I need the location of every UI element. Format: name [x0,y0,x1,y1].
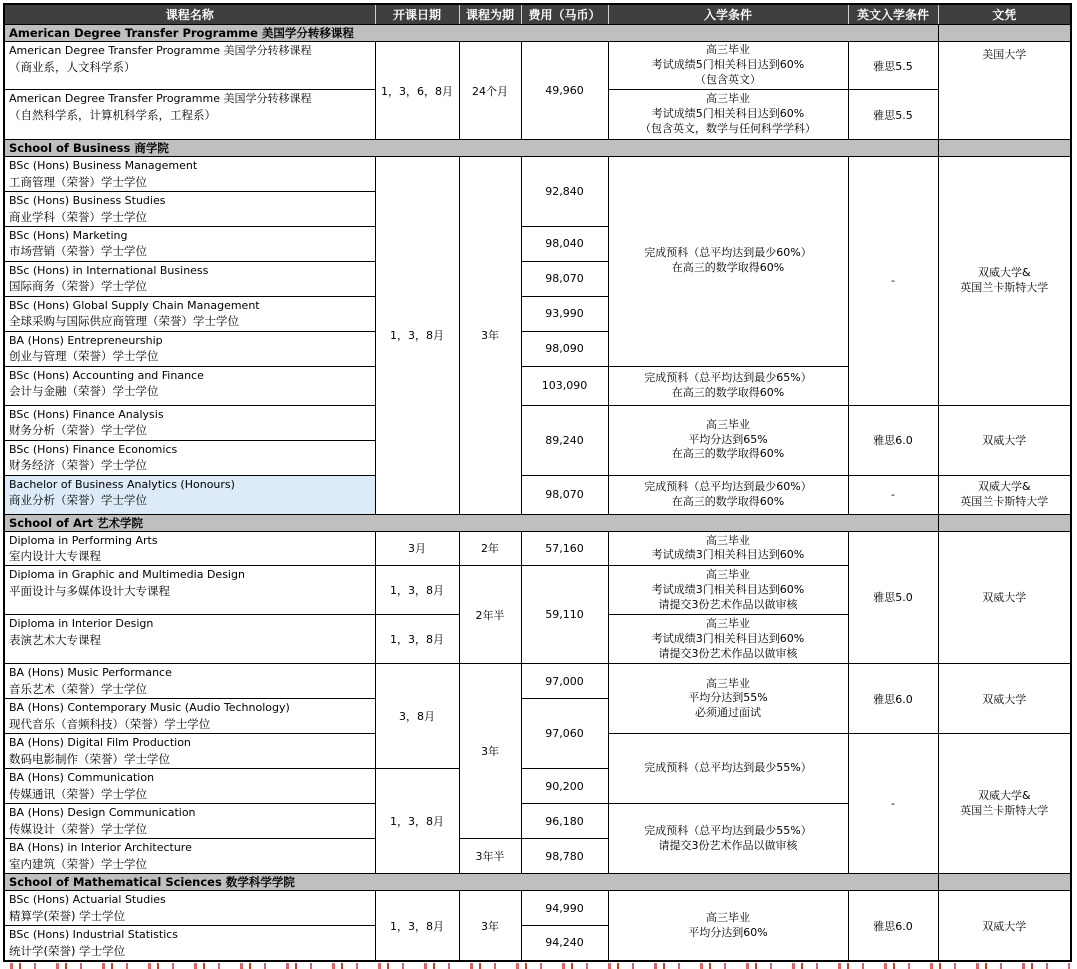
course-name-zh: 音乐艺术（荣誉）学士学位 [9,682,147,697]
entry-requirement-cell [608,475,848,514]
course-name-en: BA (Hons) Communication [9,771,155,785]
course-name-zh: 全球采购与国际供应商管理（荣誉）学士学位 [9,314,239,329]
section-title-math-spacer [938,874,1071,891]
diploma-cell [938,157,1071,406]
duration-cell: 24个月 [459,42,521,140]
course-name-en: American Degree Transfer Programme 美国学分转移课程 [9,92,312,105]
table-row [4,664,1071,699]
table-row [4,531,1071,566]
fee-cell: 98,040 [521,226,608,261]
diploma-cell: 双威大学 [938,531,1071,664]
entry-line: 完成预科（总平均达到最少65%） [644,370,812,384]
start-date-cell: 1，3，8月 [375,157,459,515]
entry-line: 高三毕业 [706,568,750,582]
course-name-zh: 统计学(荣誉) 学士学位 [9,943,126,958]
course-name-zh: 传媒通讯（荣誉）学士学位 [9,786,147,801]
table-row [4,157,1071,192]
table-row-highlighted [4,475,1071,514]
course-name-cell [4,926,375,961]
course-name-zh: 室内设计大专课程 [9,549,101,564]
entry-line: 平均分达到60% [688,925,768,939]
course-name-cell [4,891,375,926]
diploma-cell: 美国大学 [938,42,1071,140]
diploma-line: 英国兰卡斯特大学 [960,280,1049,294]
fee-cell: 89,240 [521,405,608,475]
diploma-line: 双威大学& [977,265,1031,279]
section-title-art-spacer [938,514,1071,531]
entry-line: 考试成绩3门相关科目达到60% [651,583,805,597]
course-name-cell [4,769,375,804]
course-name-cell [4,261,375,296]
start-date-cell: 1，3，8月 [375,769,459,874]
course-name-zh: 商业学科（荣誉）学士学位 [9,209,147,224]
course-name-en: BA (Hons) in Interior Architecture [9,841,192,855]
course-name-en: BSc (Hons) Marketing [9,228,128,242]
entry-line: 平均分达到55% [688,691,768,705]
entry-line: 在高三的数学取得60% [671,261,785,275]
english-requirement-cell: 雅思6.0 [848,664,938,734]
column-header-entry-requirement: 入学条件 [608,4,848,25]
fee-cell: 98,090 [521,331,608,366]
entry-line: 高三毕业 [706,417,750,431]
fee-cell: 94,240 [521,926,608,961]
english-requirement-cell: 雅思5.5 [848,42,938,90]
section-title-business-spacer [938,140,1071,157]
course-name-cell [4,440,375,475]
course-name-en: BSc (Hons) Finance Economics [9,442,178,456]
entry-line: 高三毕业 [706,43,750,57]
duration-cell: 3年 [459,157,521,515]
course-name-zh: 财务分析（荣誉）学士学位 [9,423,147,438]
column-header-fee: 费用（马币） [521,4,608,25]
course-table [3,3,1072,962]
entry-requirement-cell [608,157,848,367]
entry-line: 在高三的数学取得60% [671,385,785,399]
diploma-line: 双威大学& [977,479,1031,493]
fee-cell: 59,110 [521,566,608,664]
entry-line: 考试成绩3门相关科目达到60% [651,632,805,646]
entry-line: 请提交3份艺术作品以做审核 [658,597,798,611]
course-name-cell [4,804,375,839]
table-header-row [4,4,1071,25]
section-title-adtp-spacer [938,25,1071,42]
course-name-en: BA (Hons) Digital Film Production [9,736,191,750]
section-header-adtp [4,25,1071,42]
entry-line: （包含英文，数学与任何科学学科） [640,121,816,135]
entry-requirement-cell [608,405,848,475]
diploma-cell: 双威大学 [938,405,1071,475]
fee-cell: 92,840 [521,157,608,227]
entry-requirement-cell [608,615,848,664]
entry-requirement-cell [608,734,848,804]
course-name-zh: 数码电影制作（荣誉）学士学位 [9,751,170,766]
course-name-en: BSc (Hons) in International Business [9,263,209,277]
course-name-zh: 市场营销（荣誉）学士学位 [9,244,147,259]
diploma-cell: 双威大学 [938,891,1071,961]
fee-cell: 49,960 [521,42,608,140]
course-name-en: BSc (Hons) Business Studies [9,193,166,207]
fee-cell: 103,090 [521,366,608,405]
course-name-zh: 表演艺术大专课程 [9,633,101,648]
column-header-course-name: 课程名称 [4,4,375,25]
entry-line: 平均分达到65% [688,432,768,446]
entry-line: 考试成绩5门相关科目达到60% [651,58,805,72]
course-name-zh: 传媒设计（荣誉）学士学位 [9,821,147,836]
section-header-math [4,874,1071,891]
fee-cell: 90,200 [521,769,608,804]
fee-cell: 97,000 [521,664,608,699]
course-name-en: Diploma in Performing Arts [9,533,158,547]
entry-line: （包含英文） [695,72,761,86]
entry-line: 高三毕业 [706,617,750,631]
duration-cell: 3年 [459,891,521,961]
course-name-cell [4,331,375,366]
duration-cell: 2年半 [459,566,521,664]
course-name-zh: （商业系，人文科学系） [9,59,136,74]
course-name-cell [4,296,375,331]
fee-cell: 57,160 [521,531,608,566]
course-name-cell [4,566,375,615]
course-name-en: BSc (Hons) Finance Analysis [9,407,164,421]
english-requirement-cell: 雅思5.5 [848,90,938,140]
fee-cell: 98,070 [521,261,608,296]
start-date-cell: 1，3，8月 [375,566,459,615]
course-name-cell [4,839,375,874]
course-name-zh: （自然科学系，计算机科学系，工程系） [9,107,216,122]
diploma-line: 英国兰卡斯特大学 [960,494,1049,508]
table-row [4,891,1071,926]
entry-line: 完成预科（总平均达到最少60%） [644,479,812,493]
course-name-en: BSc (Hons) Industrial Statistics [9,928,179,941]
english-requirement-cell: 雅思6.0 [848,405,938,475]
course-name-zh: 创业与管理（荣誉）学士学位 [9,349,159,364]
entry-line: 高三毕业 [706,533,750,547]
section-header-business [4,140,1071,157]
course-name-zh: 精算学(荣誉) 学士学位 [9,908,126,923]
course-name-zh: 现代音乐（音频科技）（荣誉）学士学位 [9,716,211,731]
column-header-english-requirement: 英文入学条件 [848,4,938,25]
course-name-zh: 室内建筑（荣誉）学士学位 [9,856,147,871]
section-title-adtp: American Degree Transfer Programme 美国学分转移课程 [4,25,938,42]
course-name-en: BSc (Hons) Actuarial Studies [9,893,166,907]
start-date-cell: 1，3，8月 [375,891,459,961]
course-name-en: BSc (Hons) Business Management [9,159,198,172]
course-name-cell-highlighted [4,475,375,514]
course-name-cell [4,699,375,734]
course-name-zh: 会计与金融（荣誉）学士学位 [9,384,159,399]
course-name-cell [4,615,375,664]
table-row [4,405,1071,440]
fee-cell: 93,990 [521,296,608,331]
course-name-zh: 国际商务（荣誉）学士学位 [9,279,147,294]
course-name-en: BA (Hons) Music Performance [9,666,172,680]
entry-line: 高三毕业 [706,676,750,690]
fee-cell: 96,180 [521,804,608,839]
course-name-en: Diploma in Interior Design [9,617,154,631]
section-title-math: School of Mathematical Sciences 数学科学学院 [4,874,938,891]
section-title-business: School of Business 商学院 [4,140,938,157]
duration-cell: 3年 [459,664,521,839]
entry-line: 考试成绩3门相关科目达到60% [651,548,805,562]
course-name-en: BA (Hons) Design Communication [9,806,196,820]
course-name-cell [4,366,375,405]
entry-line: 高三毕业 [706,92,750,106]
entry-requirement-cell [608,804,848,874]
course-name-cell [4,531,375,566]
start-date-cell: 3月 [375,531,459,566]
entry-requirement-cell [608,891,848,961]
entry-line: 请提交3份艺术作品以做审核 [658,646,798,660]
diploma-line: 双威大学& [977,788,1031,802]
english-requirement-cell: - [848,157,938,406]
fee-cell: 97,060 [521,699,608,769]
duration-cell: 3年半 [459,839,521,874]
column-header-start-date: 开课日期 [375,4,459,25]
course-name-en: Bachelor of Business Analytics (Honours) [9,477,235,491]
entry-line: 在高三的数学取得60% [671,494,785,508]
fee-cell: 94,990 [521,891,608,926]
course-name-en: BSc (Hons) Global Supply Chain Management [9,298,260,312]
entry-line: 请提交3份艺术作品以做审核 [658,838,798,852]
column-header-duration: 课程为期 [459,4,521,25]
english-requirement-cell: 雅思5.0 [848,531,938,664]
entry-requirement-cell [608,42,848,90]
entry-requirement-cell [608,90,848,140]
entry-line: 必须通过面试 [695,706,761,720]
fee-cell: 98,780 [521,839,608,874]
diploma-cell [938,475,1071,514]
course-name-en: BSc (Hons) Accounting and Finance [9,368,204,382]
course-name-cell [4,226,375,261]
course-name-cell [4,191,375,226]
english-requirement-cell: - [848,734,938,874]
entry-requirement-cell [608,366,848,405]
section-header-art [4,514,1071,531]
start-date-cell: 3，8月 [375,664,459,769]
start-date-cell: 1，3，8月 [375,615,459,664]
entry-requirement-cell [608,531,848,566]
clipped-red-text-strip [3,963,1070,969]
course-name-cell [4,405,375,440]
duration-cell: 2年 [459,531,521,566]
fee-cell: 98,070 [521,475,608,514]
entry-line: 完成预科（总平均达到最少55%） [644,761,812,775]
start-date-cell: 1，3，6，8月 [375,42,459,140]
course-name-zh: 工商管理（荣誉）学士学位 [9,174,147,189]
course-name-cell [4,664,375,699]
course-name-en: Diploma in Graphic and Multimedia Design [9,568,245,582]
entry-line: 完成预科（总平均达到最少55%） [644,823,812,837]
table-row [4,42,1071,90]
english-requirement-cell: 雅思6.0 [848,891,938,961]
section-title-art: School of Art 艺术学院 [4,514,938,531]
course-name-zh: 平面设计与多媒体设计大专课程 [9,584,170,599]
entry-line: 在高三的数学取得60% [671,447,785,461]
course-name-cell [4,90,375,140]
english-requirement-cell: - [848,475,938,514]
course-name-en: American Degree Transfer Programme 美国学分转移课程 [9,44,312,57]
course-name-zh: 财务经济（荣誉）学士学位 [9,458,147,473]
diploma-cell: 双威大学 [938,664,1071,734]
entry-requirement-cell [608,664,848,734]
entry-line: 考试成绩5门相关科目达到60% [651,107,805,121]
entry-line: 完成预科（总平均达到最少60%） [644,246,812,260]
entry-line: 高三毕业 [706,910,750,924]
column-header-diploma: 文凭 [938,4,1071,25]
course-name-en: BA (Hons) Contemporary Music (Audio Technology) [9,701,290,715]
diploma-cell [938,734,1071,874]
course-name-cell [4,42,375,90]
course-name-cell [4,734,375,769]
course-name-cell [4,157,375,192]
course-name-zh: 商业分析（荣誉）学士学位 [9,493,147,508]
course-name-en: BA (Hons) Entrepreneurship [9,333,163,347]
entry-requirement-cell [608,566,848,615]
diploma-line: 英国兰卡斯特大学 [960,803,1049,817]
